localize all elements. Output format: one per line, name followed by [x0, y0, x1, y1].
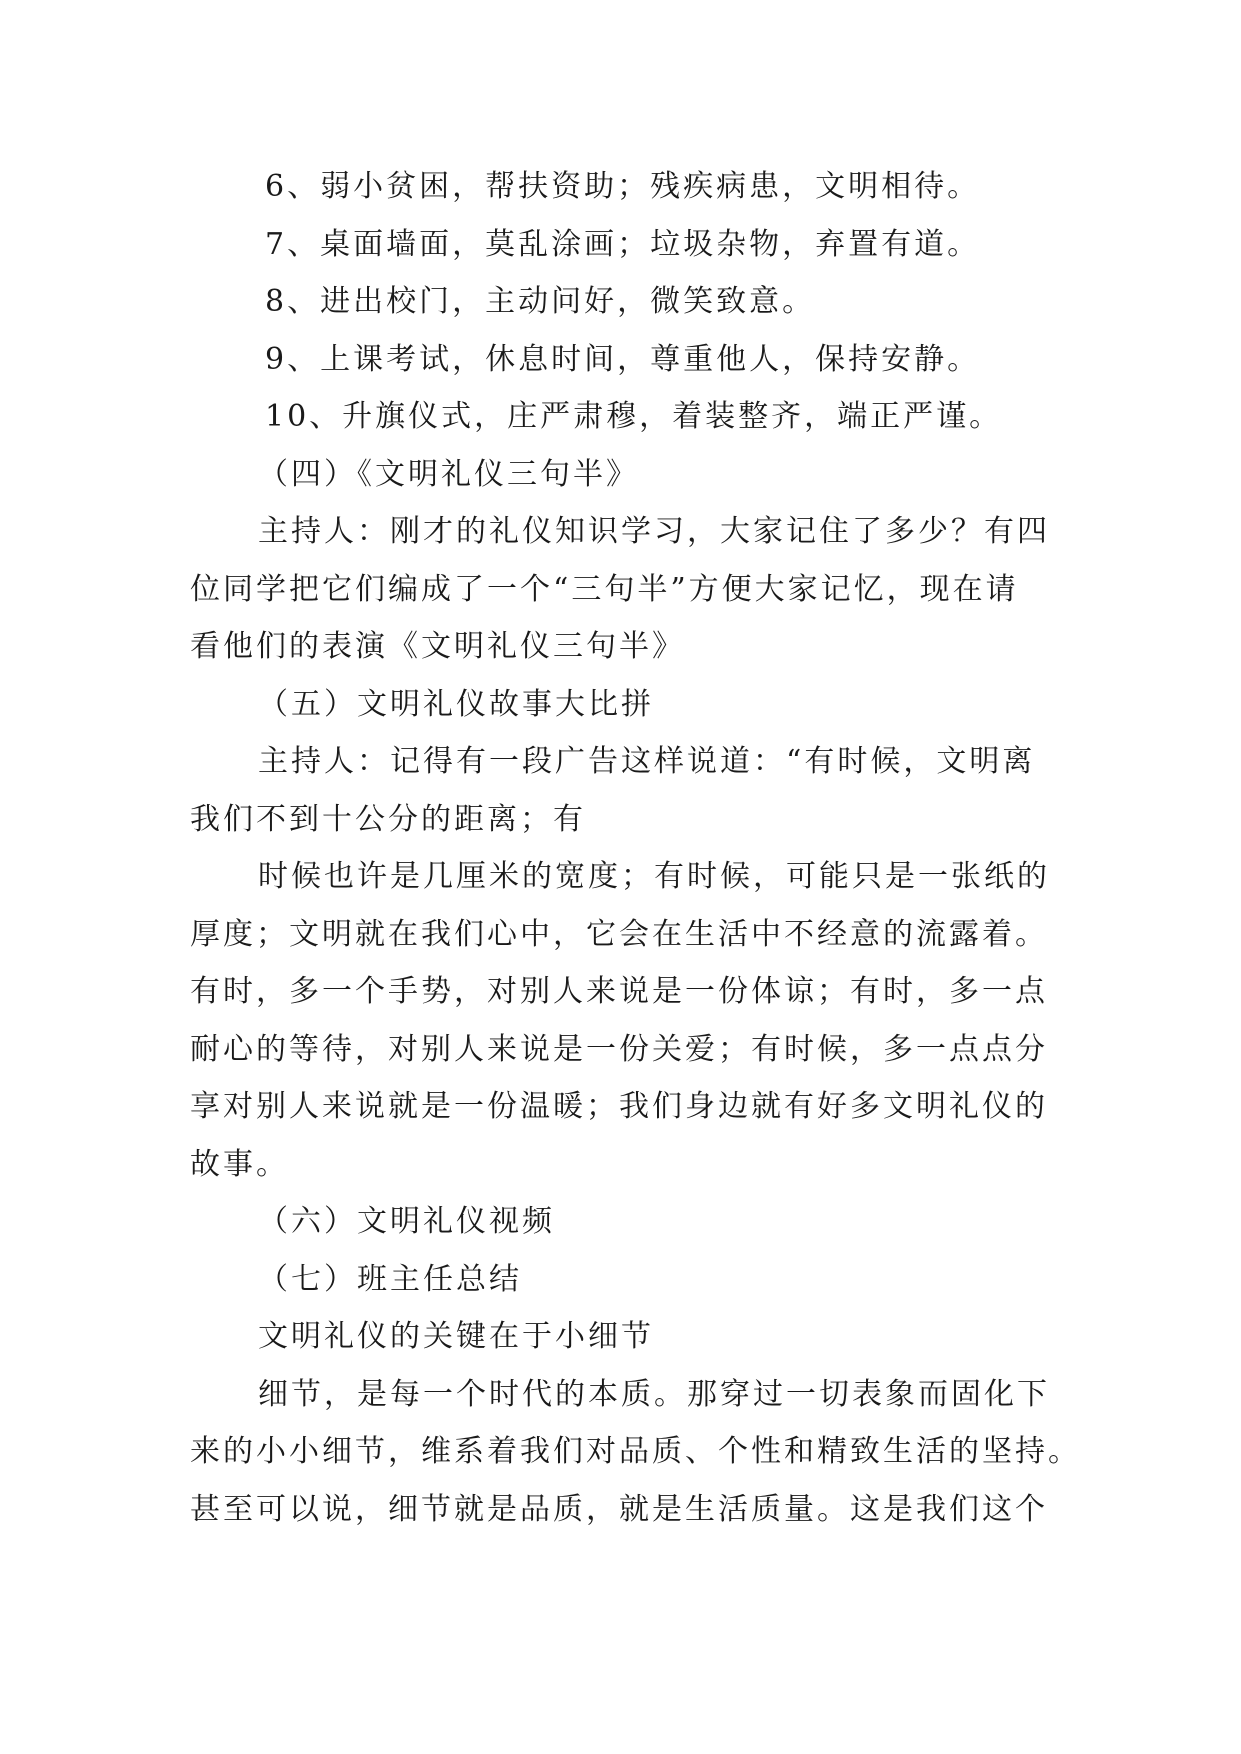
section-heading: （六）文明礼仪视频 — [258, 1204, 555, 1239]
text-line: 时候也许是几厘米的宽度；有时候，可能只是一张纸的 — [258, 859, 1050, 894]
text-line: 7、桌面墙面，莫乱涂画；垃圾杂物，弃置有道。 — [265, 226, 981, 262]
text-line: 6、弱小贫困，帮扶资助；残疾病患，文明相待。 — [265, 169, 981, 204]
document-body — [190, 158, 1081, 1538]
text-line: 有时，多一个手势，对别人来说是一份体谅；有时，多一点 — [190, 974, 1048, 1009]
text-line: 甚至可以说，细节就是品质，就是生活质量。这是我们这个 — [190, 1491, 1048, 1527]
text-line: 来的小小细节，维系着我们对品质、个性和精致生活的坚持。 — [190, 1434, 1081, 1469]
text-line: 主持人：刚才的礼仪知识学习，大家记住了多少？有四 — [258, 514, 1050, 549]
text-line: 细节，是每一个时代的本质。那穿过一切表象而固化下 — [258, 1376, 1050, 1412]
text-line: 10、升旗仪式，庄严肃穆，着装整齐，端正严谨。 — [265, 399, 1003, 434]
text-line: 看他们的表演《文明礼仪三句半》 — [190, 629, 685, 664]
text-line: 8、进出校门，主动问好，微笑致意。 — [265, 284, 816, 319]
text-line: 文明礼仪的关键在于小细节 — [258, 1319, 654, 1354]
text-line: 厚度；文明就在我们心中，它会在生活中不经意的流露着。 — [190, 916, 1048, 952]
text-line: 我们不到十公分的距离；有 — [190, 801, 586, 837]
text-line: 享对别人来说就是一份温暖；我们身边就有好多文明礼仪的 — [190, 1089, 1048, 1124]
text-line: 主持人：记得有一段广告这样说道：“有时候，文明离 — [258, 744, 1036, 779]
text-line: 位同学把它们编成了一个“三句半”方便大家记忆，现在请 — [190, 571, 1019, 607]
text-line: 故事。 — [190, 1146, 289, 1182]
section-heading: （七）班主任总结 — [258, 1261, 522, 1297]
section-heading: （四）《文明礼仪三句半》 — [258, 456, 639, 492]
section-heading: （五）文明礼仪故事大比拼 — [258, 686, 654, 722]
text-line: 9、上课考试，休息时间，尊重他人，保持安静。 — [265, 341, 981, 377]
text-line: 耐心的等待，对别人来说是一份关爱；有时候，多一点点分 — [190, 1031, 1048, 1067]
